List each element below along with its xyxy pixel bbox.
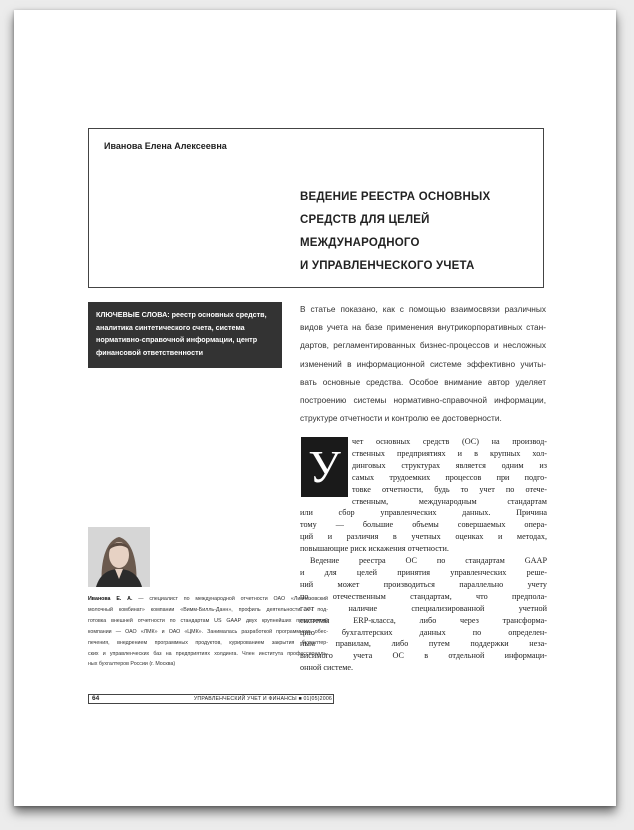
body-line: системы ERP-класса, либо через трансформа- bbox=[300, 615, 547, 625]
drop-cap: У bbox=[301, 437, 348, 497]
body-line: гает наличие специализированной учетной bbox=[300, 603, 547, 613]
body-line: чет основных средств (ОС) на производ- bbox=[352, 437, 547, 446]
body-line: висимого учета ОС в отдельной информаци- bbox=[300, 651, 547, 661]
body-line: ственных предприятиях и в крупных хол- bbox=[352, 448, 547, 458]
bio-name: Иванова Е. А. bbox=[88, 596, 133, 602]
article-title bbox=[300, 186, 540, 278]
abstract-line: изменений в информационной системе эффективно учиты- bbox=[300, 358, 546, 369]
body-line: тому — большие объемы совершаемых опера- bbox=[300, 520, 547, 530]
keywords-line: финансовой ответственности bbox=[96, 347, 204, 357]
bio-line: компании — ОАО «ЛМК» и ОАО «ЦМК». Занималась разработкой программного обес- bbox=[88, 628, 328, 635]
journal-name: УПРАВЛЕНЧЕСКИЙ УЧЕТ И ФИНАНСЫ ■ 01(05)2006 bbox=[193, 696, 332, 702]
abstract-line: видов учета на базе применения внутрикорпоративных стан- bbox=[300, 322, 546, 333]
bio-line: ских и управленческих баз на предприятиях холдинга. Член института профессиональ- bbox=[88, 650, 328, 657]
bio-line: ных бухгалтеров России (г. Москва) bbox=[88, 661, 176, 668]
body-line: динговых структурах является одним из bbox=[352, 460, 547, 470]
abstract-line: построению системы нормативно-справочной информации, bbox=[300, 395, 546, 406]
bio-line: — специалист по международной отчетности ОАО «Лианозовский bbox=[132, 596, 328, 602]
page-number: 64 bbox=[92, 695, 100, 702]
keywords-line: КЛЮЧЕВЫЕ СЛОВА: реестр основных средств, bbox=[96, 310, 267, 319]
title-line: ВЕДЕНИЕ РЕЕСТРА ОСНОВНЫХ bbox=[300, 191, 491, 203]
title-line: МЕЖДУНАРОДНОГО bbox=[300, 237, 420, 249]
abstract bbox=[300, 300, 546, 427]
body-line: Ведение реестра ОС по стандартам GAAP bbox=[310, 556, 547, 566]
abstract-line: дартов, регламентированных бизнес-процессов и несложных bbox=[300, 340, 546, 351]
article-body bbox=[300, 436, 547, 674]
bio-line: молочный комбинат» компании «Вимм-Билль-Данн», профиль деятельности — под- bbox=[88, 606, 328, 613]
body-line: ным правилам, либо путем поддержки неза- bbox=[300, 639, 547, 649]
body-line: по отечественным стандартам, что предпола- bbox=[300, 591, 547, 601]
body-line: цию бухгалтерских данных по определен- bbox=[300, 627, 547, 637]
keywords-line: аналитика синтетического счета, система bbox=[96, 322, 245, 332]
body-line: повышающие риск искажения отчетности. bbox=[300, 544, 449, 554]
body-line: самых трудоемких процессов при подго- bbox=[352, 472, 547, 482]
body-line: ций и различия в учетных оценках и методах, bbox=[300, 532, 547, 542]
bio-line: печения, внедрением программных продуктов, курированием закрытия бухгалтер- bbox=[88, 639, 328, 646]
keywords-line: нормативно-справочной информации, центр bbox=[96, 335, 258, 344]
abstract-line: В статье показано, как с помощью взаимосвязи различных bbox=[300, 304, 546, 314]
bio-line: готовка внешней отчетности по стандартам US GAAP двух крупнейших предприятий bbox=[88, 617, 328, 624]
body-line: и для целей принятия управленческих реше- bbox=[300, 567, 547, 577]
body-line: ственным, международным стандартам bbox=[352, 496, 547, 506]
body-line: товке отчетности, будь то учет по отече- bbox=[352, 484, 547, 494]
author-portrait-image bbox=[88, 527, 150, 587]
body-line: ний может производиться параллельно учету bbox=[300, 579, 547, 589]
title-line: И УПРАВЛЕНЧЕСКОГО УЧЕТА bbox=[300, 260, 475, 272]
keywords-box bbox=[88, 302, 282, 368]
title-line: СРЕДСТВ ДЛЯ ЦЕЛЕЙ bbox=[300, 214, 430, 226]
body-line: онной системе. bbox=[300, 663, 354, 673]
abstract-line: структуре отчетности и контролю ее достоверности. bbox=[300, 413, 502, 424]
author-photo bbox=[88, 527, 150, 587]
abstract-line: вать основные средства. Особое внимание автор уделяет bbox=[300, 376, 546, 387]
body-line: или сбор управленческих данных. Причина bbox=[300, 508, 547, 518]
author-bio bbox=[88, 594, 328, 670]
author-name: Иванова Елена Алексеевна bbox=[104, 141, 227, 151]
